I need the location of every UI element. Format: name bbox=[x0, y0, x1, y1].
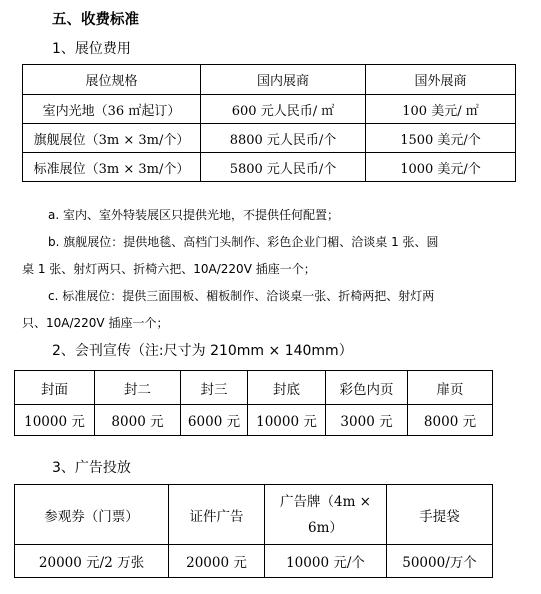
table-cell: 1000 美元/个 bbox=[366, 153, 516, 182]
journal-ad-table bbox=[14, 370, 493, 436]
header-cell: 封面 bbox=[15, 371, 95, 405]
table-cell: 6000 元 bbox=[181, 405, 248, 436]
ads-table bbox=[14, 484, 493, 578]
note-line: 只、10A/220V 插座一个； bbox=[22, 316, 169, 330]
table-row bbox=[23, 124, 516, 153]
table-cell: 600 元人民币/ ㎡ bbox=[201, 95, 366, 124]
table-cell: 5800 元人民币/个 bbox=[201, 153, 366, 182]
note-line: b. 旗舰展位：提供地毯、高档门头制作、彩色企业门楣、洽谈桌 1 张、圆 bbox=[48, 235, 439, 249]
header-cell: 手提袋 bbox=[387, 485, 493, 545]
journal-heading: 2、会刊宣传（注:尺寸为 210mm × 140mm） bbox=[52, 343, 353, 359]
note-line: a. 室内、室外特装展区只提供光地，不提供任何配置； bbox=[48, 208, 339, 222]
table-cell: 10000 元 bbox=[248, 405, 326, 436]
header-cell: 封二 bbox=[95, 371, 181, 405]
table-row bbox=[23, 153, 516, 182]
table-header-row bbox=[15, 371, 493, 405]
table-cell: 3000 元 bbox=[326, 405, 408, 436]
booth-fee-table bbox=[22, 64, 516, 182]
table-cell: 8800 元人民币/个 bbox=[201, 124, 366, 153]
table-cell: 1500 美元/个 bbox=[366, 124, 516, 153]
table-cell: 20000 元 bbox=[169, 545, 265, 578]
section-title: 五、收费标准 bbox=[52, 12, 139, 28]
table-cell: 100 美元/ ㎡ bbox=[366, 95, 516, 124]
header-cell: 封三 bbox=[181, 371, 248, 405]
table-cell: 标准展位（3m × 3m/个） bbox=[23, 153, 201, 182]
table-cell: 20000 元/2 万张 bbox=[15, 545, 169, 578]
header-cell: 参观券（门票） bbox=[15, 485, 169, 545]
table-cell: 室内光地（36 ㎡起订） bbox=[23, 95, 201, 124]
header-cell: 扉页 bbox=[408, 371, 493, 405]
booth-fee-heading: 1、展位费用 bbox=[52, 41, 131, 57]
table-cell: 50000/万个 bbox=[387, 545, 493, 578]
table-cell: 10000 元/个 bbox=[265, 545, 387, 578]
table-header-row bbox=[23, 65, 516, 95]
table-row bbox=[15, 405, 493, 436]
header-cell: 国外展商 bbox=[366, 65, 516, 95]
table-row bbox=[23, 95, 516, 124]
table-cell: 8000 元 bbox=[408, 405, 493, 436]
header-cell: 彩色内页 bbox=[326, 371, 408, 405]
table-header-row bbox=[15, 485, 493, 545]
ads-heading: 3、广告投放 bbox=[52, 460, 131, 476]
header-cell: 封底 bbox=[248, 371, 326, 405]
header-cell: 国内展商 bbox=[201, 65, 366, 95]
header-cell: 展位规格 bbox=[23, 65, 201, 95]
table-cell: 10000 元 bbox=[15, 405, 95, 436]
header-cell: 证件广告 bbox=[169, 485, 265, 545]
table-cell: 旗舰展位（3m × 3m/个） bbox=[23, 124, 201, 153]
table-cell: 8000 元 bbox=[95, 405, 181, 436]
table-row bbox=[15, 545, 493, 578]
header-cell: 广告牌（4m × 6m） bbox=[265, 485, 387, 545]
note-line: 桌 1 张、射灯两只、折椅六把、10A/220V 插座一个； bbox=[22, 262, 316, 276]
note-line: c. 标准展位：提供三面围板、楣板制作、洽谈桌一张、折椅两把、射灯两 bbox=[48, 289, 435, 303]
